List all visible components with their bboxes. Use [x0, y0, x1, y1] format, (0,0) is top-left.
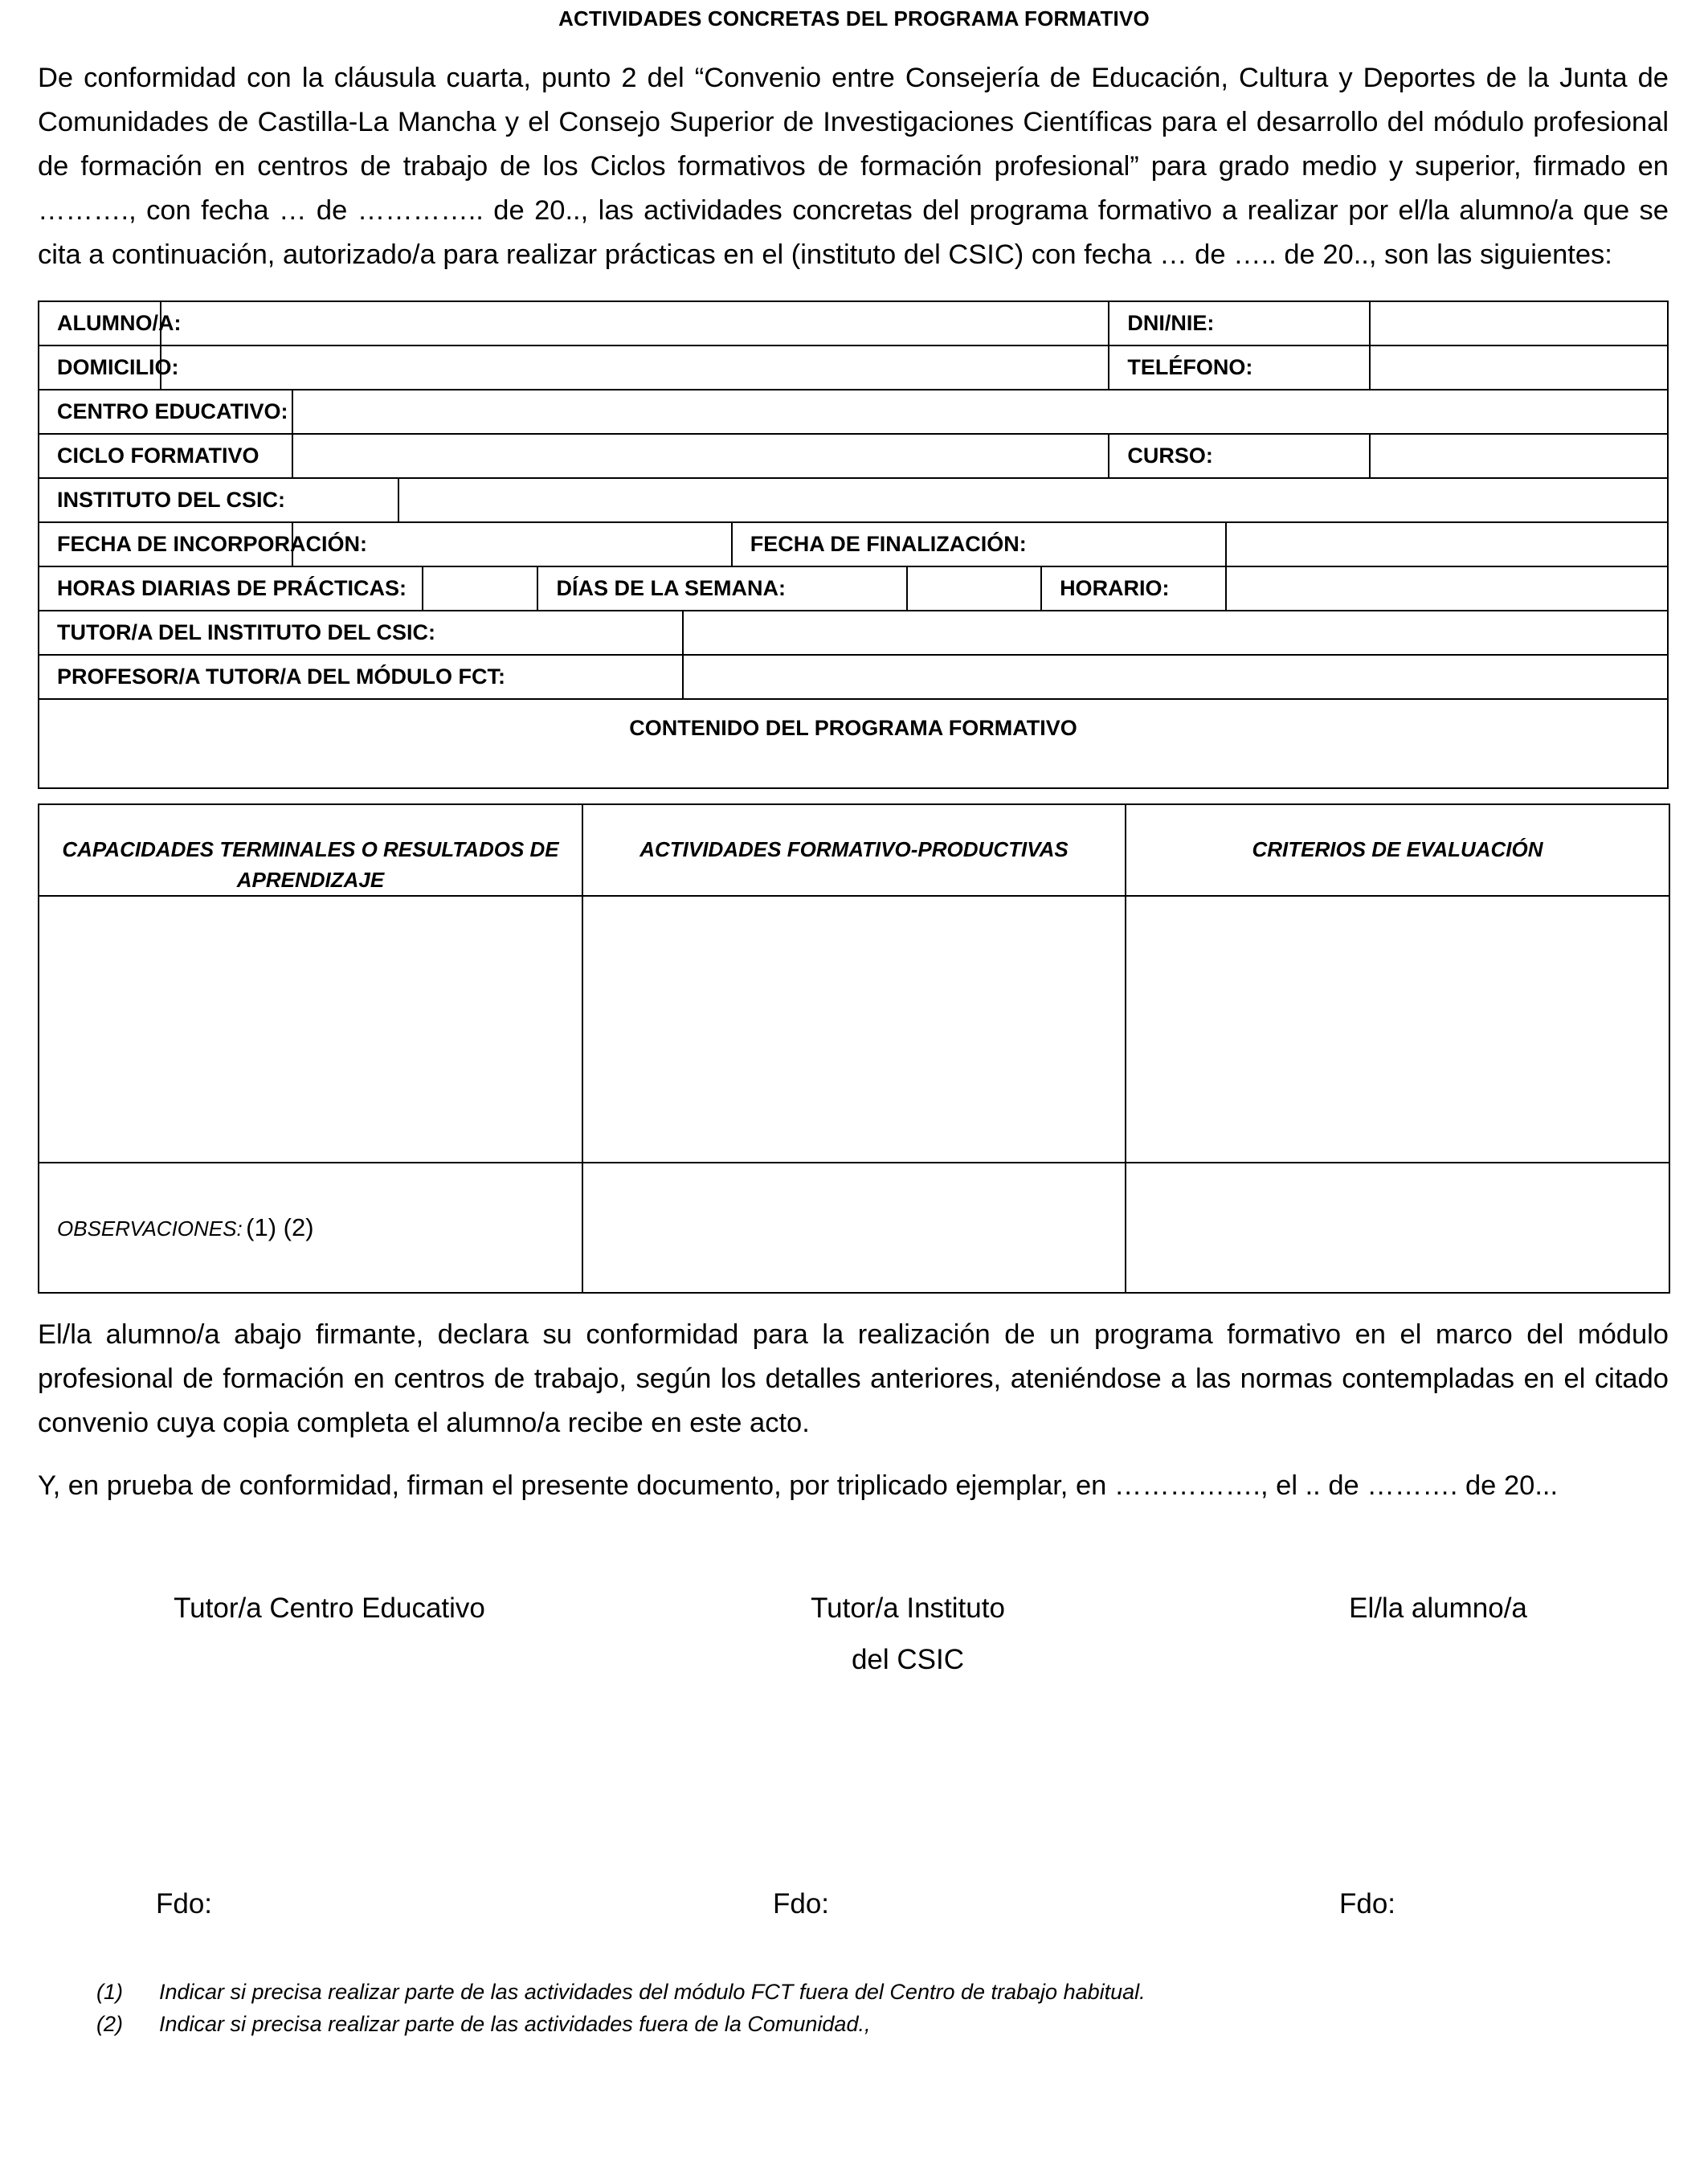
row-alumno — [39, 301, 1668, 345]
declaration-paragraph: El/la alumno/a abajo firmante, declara su conformidad para la realización de un programa formativo en el marco del módulo profesional de formación en centros de trabajo, según los detalles anteriores, ateniéndose a las normas contempladas en el citado convenio cuya copia completa el alumno/a recibe en este acto. — [38, 1319, 1669, 1438]
field-horas-diarias[interactable] — [423, 566, 538, 611]
row-contenido — [39, 699, 1668, 788]
field-domicilio[interactable] — [161, 345, 1109, 390]
footnote-number: (2) — [96, 2012, 123, 2036]
field-fecha-finalizacion[interactable] — [1226, 522, 1668, 566]
section-contenido: CONTENIDO DEL PROGRAMA FORMATIVO — [39, 699, 1668, 788]
field-tutor-csic[interactable] — [683, 611, 1668, 655]
fdo-alumno: Fdo: — [1339, 1888, 1396, 1920]
header-criterios: CRITERIOS DE EVALUACIÓN — [1126, 804, 1669, 896]
field-curso[interactable] — [1370, 434, 1668, 478]
row-profesor — [39, 655, 1668, 699]
label-domicilio: DOMICILIO: — [39, 345, 161, 390]
program-body-row — [39, 896, 1669, 1163]
label-horas-diarias: HORAS DIARIAS DE PRÁCTICAS: — [39, 566, 423, 611]
field-actividades[interactable] — [582, 896, 1126, 1163]
intro-paragraph: De conformidad con la cláusula cuarta, punto 2 del “Convenio entre Consejería de Educación, Cultura y Deportes de la Junta de Comunidades de Castilla-La Mancha y el Consejo Superior de Investigaciones Científicas para el desarrollo del módulo profesional de formación en centros de trabajo de los Ciclos formativos de formación profesional” para grado medio y superior, firmado en ………., con fecha … de ………….. de 20.., las actividades concretas del programa formativo a realizar por el/la alumno/a que se cita a continuación, autorizado/a para realizar prácticas en el (instituto del CSIC) con fecha … de ….. de 20.., son las siguientes: — [38, 63, 1669, 270]
row-tutor-csic — [39, 611, 1668, 655]
field-profesor-tutor[interactable] — [683, 655, 1668, 699]
label-dias-semana: DÍAS DE LA SEMANA: — [537, 566, 906, 611]
label-dni: DNI/NIE: — [1109, 301, 1369, 345]
observaciones-refs: (1) (2) — [246, 1213, 314, 1241]
label-curso: CURSO: — [1109, 434, 1369, 478]
field-observaciones-2[interactable] — [582, 1163, 1126, 1293]
footnote — [96, 2008, 1146, 2040]
proof-paragraph: Y, en prueba de conformidad, firman el presente documento, por triplicado ejemplar, en ……………., el .. de ………. de 20... — [38, 1470, 1559, 1501]
field-criterios[interactable] — [1126, 896, 1669, 1163]
field-instituto-csic[interactable] — [398, 478, 1668, 522]
label-instituto-csic: INSTITUTO DEL CSIC: — [39, 478, 398, 522]
label-horario: HORARIO: — [1041, 566, 1226, 611]
signature-tutor-centro: Tutor/a Centro Educativo — [174, 1592, 485, 1624]
label-fecha-incorporacion: FECHA DE INCORPORACIÓN: — [39, 522, 292, 566]
field-ciclo-formativo[interactable] — [292, 434, 1109, 478]
field-alumno[interactable] — [161, 301, 1109, 345]
label-profesor-tutor: PROFESOR/A TUTOR/A DEL MÓDULO FCT: — [39, 655, 683, 699]
observaciones-label: OBSERVACIONES: — [57, 1216, 243, 1241]
label-alumno: ALUMNO/A: — [39, 301, 161, 345]
program-table — [38, 803, 1670, 1294]
label-centro-educativo: CENTRO EDUCATIVO: — [39, 390, 292, 434]
signature-tutor-instituto-line1: Tutor/a Instituto — [811, 1592, 1005, 1624]
footnote-number: (1) — [96, 1980, 123, 2004]
field-telefono[interactable] — [1370, 345, 1668, 390]
field-dias-semana[interactable] — [907, 566, 1041, 611]
field-dni[interactable] — [1370, 301, 1668, 345]
row-horas — [39, 566, 1668, 611]
fdo-tutor-centro: Fdo: — [156, 1888, 213, 1920]
field-horario[interactable] — [1226, 566, 1668, 611]
row-instituto — [39, 478, 1668, 522]
document-title: ACTIVIDADES CONCRETAS DEL PROGRAMA FORMATIVO — [558, 6, 1150, 31]
student-data-table — [38, 301, 1669, 789]
signature-tutor-instituto-line2: del CSIC — [851, 1644, 965, 1675]
footnote-text: Indicar si precisa realizar parte de las actividades del módulo FCT fuera del Centro de trabajo habitual. — [159, 1980, 1146, 2004]
field-observaciones-3[interactable] — [1126, 1163, 1669, 1293]
label-fecha-finalizacion: FECHA DE FINALIZACIÓN: — [732, 522, 1227, 566]
program-header-row — [39, 804, 1669, 896]
field-centro-educativo[interactable] — [292, 390, 1668, 434]
row-centro — [39, 390, 1668, 434]
observaciones-row — [39, 1163, 1669, 1293]
footnote — [96, 1976, 1146, 2008]
header-capacidades: CAPACIDADES TERMINALES O RESULTADOS DE APRENDIZAJE — [39, 804, 582, 896]
row-fechas — [39, 522, 1668, 566]
field-observaciones[interactable] — [39, 1163, 582, 1293]
row-domicilio — [39, 345, 1668, 390]
field-capacidades[interactable] — [39, 896, 582, 1163]
footnotes — [96, 1976, 1146, 2040]
row-ciclo — [39, 434, 1668, 478]
fdo-tutor-instituto: Fdo: — [773, 1888, 830, 1920]
label-ciclo-formativo: CICLO FORMATIVO — [39, 434, 292, 478]
signature-tutor-instituto — [747, 1583, 1069, 1686]
header-actividades: ACTIVIDADES FORMATIVO-PRODUCTIVAS — [582, 804, 1126, 896]
footnote-text: Indicar si precisa realizar parte de las actividades fuera de la Comunidad., — [159, 2012, 871, 2036]
signature-alumno: El/la alumno/a — [1349, 1592, 1527, 1624]
label-tutor-csic: TUTOR/A DEL INSTITUTO DEL CSIC: — [39, 611, 683, 655]
label-telefono: TELÉFONO: — [1109, 345, 1369, 390]
